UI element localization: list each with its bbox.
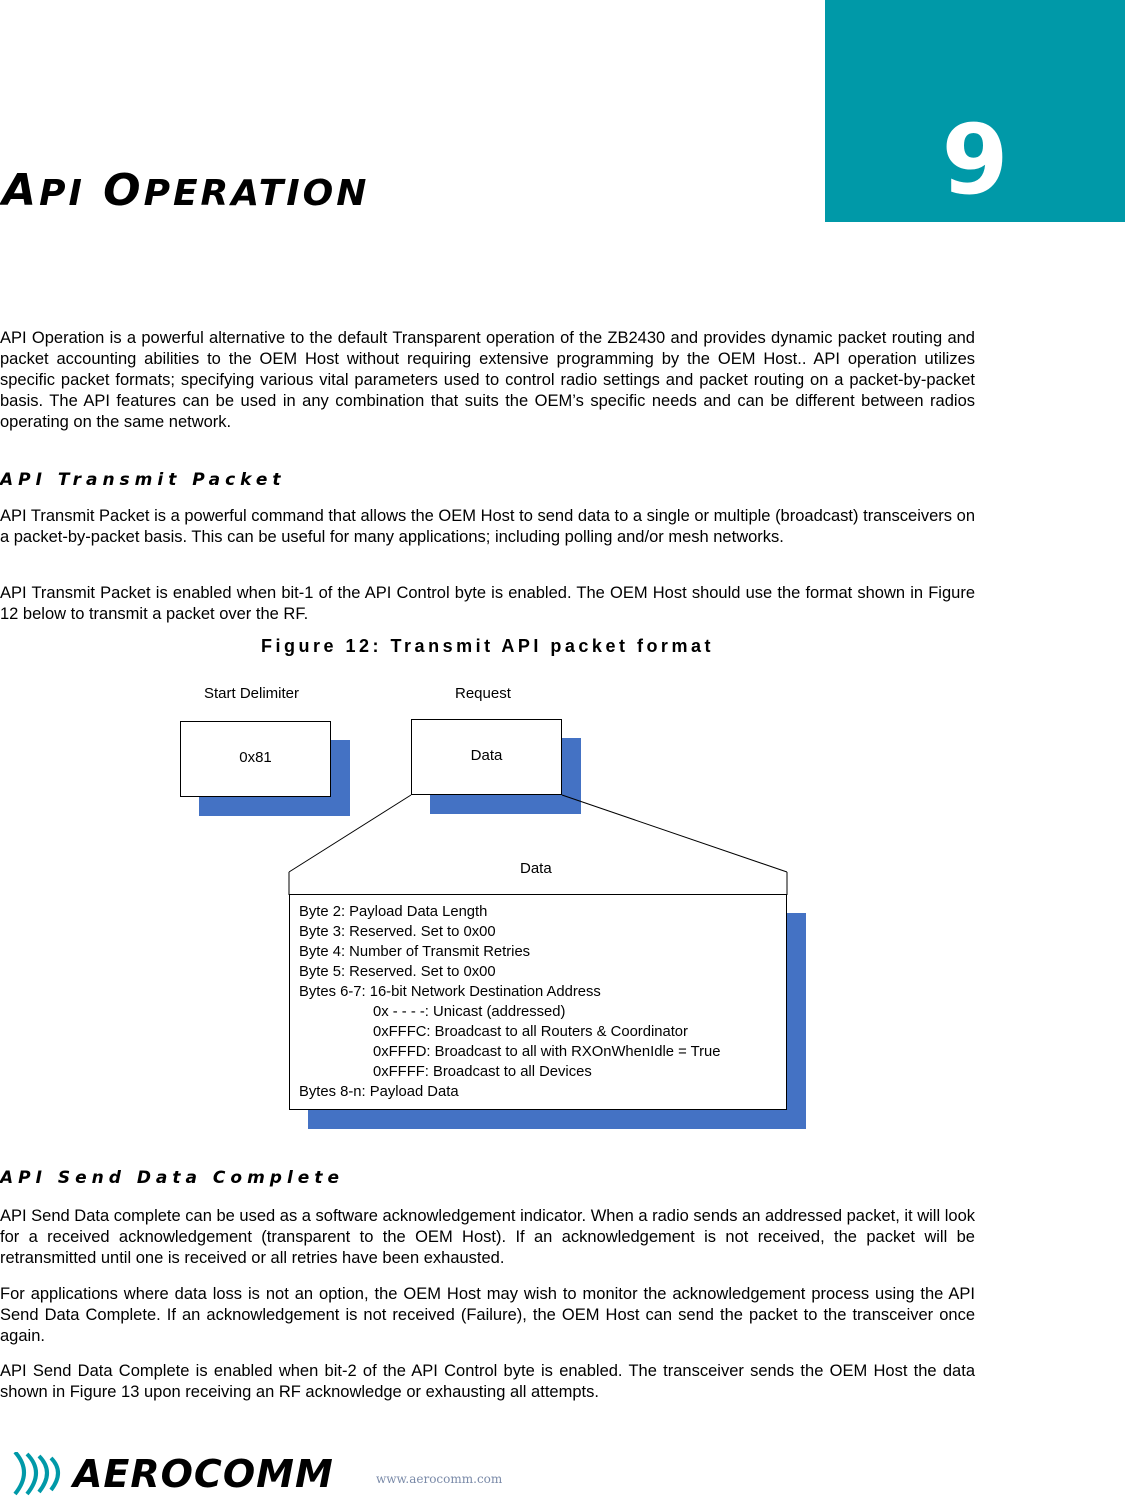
chapter-number: 9	[941, 104, 1009, 216]
footer-url[interactable]: www.aerocomm.com	[376, 1472, 503, 1486]
title-rest-pi: PI	[39, 173, 85, 214]
send-complete-paragraph-3: API Send Data Complete is enabled when bit-2 of the API Control byte is enabled. The transceiver sends the OEM Host the data shown in Figure 13 upon receiving an RF acknowledge or exhausting all attempts.	[0, 1362, 975, 1401]
data-line: Byte 4: Number of Transmit Retries	[299, 944, 531, 960]
data-line: Bytes 8-n: Payload Data	[299, 1084, 459, 1100]
title-initial-a: A	[2, 165, 40, 216]
data-line: 0xFFFD: Broadcast to all with RXOnWhenIdle = True	[373, 1044, 721, 1060]
data-line: 0xFFFC: Broadcast to all Routers & Coordinator	[373, 1024, 688, 1040]
request-value: Data	[470, 747, 503, 764]
data-line: 0x - - - -: Unicast (addressed)	[373, 1004, 566, 1020]
expand-line-right	[562, 795, 787, 872]
transmit-paragraph-2: API Transmit Packet is enabled when bit-1 of the API Control byte is enabled. The OEM Host should use the format shown in Figure 12 below to transmit a packet over the RF.	[0, 584, 975, 623]
data-line: 0xFFFF: Broadcast to all Devices	[373, 1064, 592, 1080]
transmit-paragraph-1: API Transmit Packet is a powerful command that allows the OEM Host to send data to a single or multiple (broadcast) transceivers on a packet-by-packet basis. This can be useful for many applications; including polling and/or mesh networks.	[0, 507, 975, 546]
data-line: Byte 5: Reserved. Set to 0x00	[299, 964, 496, 980]
figure-title: Figure 12: Transmit API packet format	[261, 636, 714, 656]
data-line: Bytes 6-7: 16-bit Network Destination Address	[299, 984, 601, 1000]
intro-paragraph: API Operation is a powerful alternative to the default Transparent operation of the ZB2430 and provides dynamic packet routing and packet accounting abilities to the OEM Host without requiring extensive programming by the OEM Host.. API operation utilizes specific packet formats; specifying various vital parameters used to control radio settings and packet routing on a packet-by-packet basis. The API features can be used in any combination that suits the OEM’s specific needs and can be different between radios operating on the same network.	[0, 329, 975, 431]
data-box	[289, 894, 787, 1110]
aerocomm-logo: AEROCOMM	[73, 1452, 334, 1496]
data-line: Byte 2: Payload Data Length	[299, 904, 488, 920]
start-delimiter-value: 0x81	[239, 749, 272, 766]
request-label: Request	[455, 685, 511, 702]
send-complete-paragraph-2: For applications where data loss is not an option, the OEM Host may wish to monitor the acknowledgement process using the API Send Data Complete. If an acknowledgement is not received (Failure), the OEM Host can send the packet to the transceiver once again.	[0, 1285, 975, 1345]
title-initial-o: O	[103, 165, 144, 216]
title-rest-peration: PERATION	[143, 173, 370, 214]
data-byte-list	[299, 902, 720, 1102]
section-heading-transmit: API Transmit Packet	[0, 470, 286, 490]
data-section-label: Data	[520, 860, 552, 877]
expand-line-left	[289, 795, 411, 872]
section-heading-send-data-complete: API Send Data Complete	[0, 1168, 344, 1188]
aerocomm-wave-icon	[5, 1452, 75, 1496]
data-line: Byte 3: Reserved. Set to 0x00	[299, 924, 496, 940]
start-delimiter-label: Start Delimiter	[204, 685, 300, 702]
send-complete-paragraph-1: API Send Data complete can be used as a software acknowledgement indicator. When a radio sends an addressed packet, it will look for a received acknowledgement (transparent to the OEM Host). If an acknowledgement is not received, the packet will be retransmitted until one is received or all retries have been exhausted.	[0, 1207, 975, 1267]
